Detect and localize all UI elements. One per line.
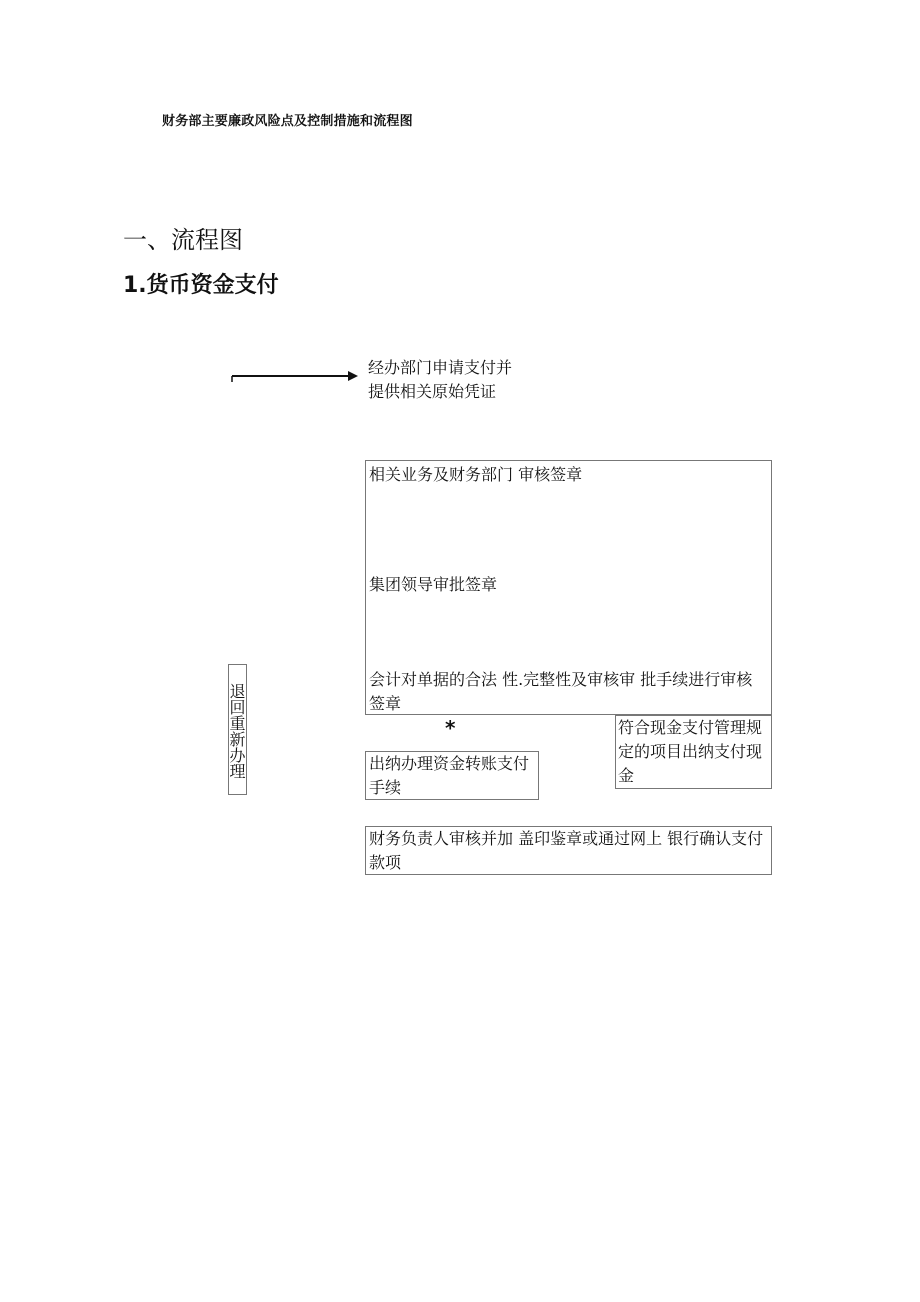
document-title: 财务部主要廉政风险点及控制措施和流程图 bbox=[162, 114, 413, 129]
cash-payment-box: 符合现金支付管理规定的项目出纳支付现金 bbox=[615, 715, 772, 789]
review-step-department: 相关业务及财务部门 审核签章 bbox=[369, 465, 583, 484]
manager-confirm-box: 财务负责人审核并加 盖印鉴章或通过网上 银行确认支付款项 bbox=[365, 826, 772, 875]
section-heading: 一、流程图 bbox=[123, 226, 243, 254]
start-step-line-1: 经办部门申请支付并 bbox=[368, 358, 513, 377]
cashier-transfer-box: 出纳办理资金转账支付手续 bbox=[365, 751, 539, 800]
flow-arrow bbox=[228, 366, 363, 386]
review-step-leadership: 集团领导审批签章 bbox=[369, 575, 498, 594]
review-box bbox=[365, 460, 772, 715]
branch-marker: * bbox=[445, 716, 456, 740]
return-label: 退回重新办理 bbox=[228, 664, 247, 795]
start-step bbox=[368, 356, 558, 404]
start-step-line-2: 提供相关原始凭证 bbox=[368, 382, 497, 401]
subsection-heading: 1.货币资金支付 bbox=[123, 273, 279, 298]
review-step-accountant: 会计对单据的合法 性.完整性及审核审 批手续进行审核签章 bbox=[369, 670, 753, 713]
